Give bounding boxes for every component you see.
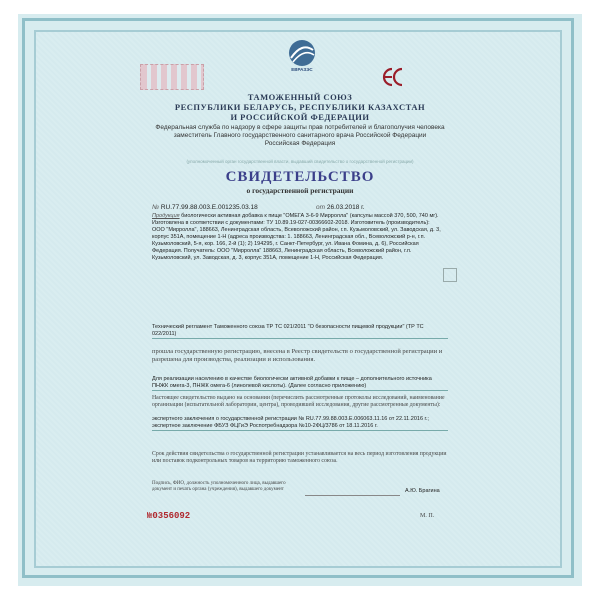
registration-statement: прошла государственную регистрацию, внесена в Реестр свидетельств о государственной регистрации и разрешена для производства, реализации и использования. [152, 348, 443, 364]
product-description [152, 213, 442, 262]
number-label: № [152, 204, 160, 211]
union-line-1: ТАМОЖЕННЫЙ СОЮЗ [247, 92, 353, 102]
number-value: RU.77.99.88.003.Е.001235.03.18 [160, 204, 258, 211]
validity-note: Срок действия свидетельства о государственной регистрации устанавливается на весь период изготовления продукции или поставок подконтрольных товаров на территорию таможенного союза. [152, 451, 447, 465]
union-line-3: И РОССИЙСКОЙ ФЕДЕРАЦИИ [230, 112, 370, 122]
logo-caption: ЕВРАЗЭС [291, 67, 313, 72]
product-text: биологически активная добавка к пище "ОМЕГА 3-6-9 Мирролла" (капсулы массой 370, 500, 740 мг). Изготовлена в соответствии с документами: ТУ 10.89.19-027-00366602-2018. Изготовитель (производитель): ООО "Мирролла", 188663, Ленинградская область, Всеволожский район, г.п. Кузьмоловский, ул. Заводская, д. 3, корпус 351А, помещение 1-Н (адреса производства: 1. 188663, Ленинградская обл., Всеволожский р-н, г.п. Кузьмоловский, 5-я, кор. 166, 2-й (1); 2) 194295, г. Санкт-Петербург, ул. Ивана Фомина, д. 6), Российская Федерация. Получатель: ООО "Мирролла" 188663, Ленинградская область, Всеволожский район, г.п. Кузьмоловский, ул. Заводская, д. 3, корпус 351А, помещение 1-Н, Российская Федерация. [152, 213, 441, 261]
union-line-2: РЕСПУБЛИКИ БЕЛАРУСЬ, РЕСПУБЛИКИ КАЗАХСТАН [174, 102, 426, 112]
issuing-authority [60, 124, 540, 148]
authority-line-2: заместитель Главного государственного санитарного врача Российской Федерации [173, 132, 427, 139]
certificate-number [152, 204, 258, 211]
product-label: Продукция [152, 213, 180, 219]
date-label: от [316, 204, 326, 211]
qr-mark [443, 268, 457, 282]
usage-purpose: Для реализации населению в качестве биологически активной добавки к пище – дополнительного источника ПНЖК омега-3, ПНЖК омега-6 (линолевой кислоты). (Далее согласно приложению) [152, 376, 448, 391]
eac-mark-icon [380, 66, 410, 88]
signature-caption: Подпись, ФИО, должность уполномоченного лица, выдавшего документ и печать органа (учреждения), выдавшего документ [152, 481, 286, 493]
document-subtitle: о государственной регистрации [246, 186, 354, 195]
holographic-stamp [140, 64, 204, 90]
document-title: СВИДЕТЕЛЬСТВО [225, 169, 375, 185]
basis-documents: экспертного заключения о государственной регистрации № RU.77.99.88.003.Е.006063.11.16 от 22.11.2016 г.; экспертное заключение ФБУЗ ФЦГиЭ Роспотребнадзора №10-2ФЦ/3786 от 18.11.2016 г. [152, 416, 448, 431]
signature-line [305, 495, 400, 496]
stamp-place: М. П. [420, 513, 435, 519]
certificate-date [316, 204, 365, 211]
signer-name: А.Ю. Брагина [405, 488, 440, 494]
technical-regulation: Технический регламент Таможенного союза ТР ТС 021/2011 "О безопасности пищевой продукции" (ТР ТС 022/2011) [152, 324, 448, 339]
authority-line-1: Федеральная служба по надзору в сфере защиты прав потребителей и благополучия человека [155, 124, 445, 131]
date-value: 26.03.2018 г. [326, 204, 365, 211]
union-header [60, 92, 540, 122]
authority-caption: (уполномоченный орган государственной власти, выдавший свидетельство о государственной регистрации) [186, 159, 414, 164]
eac-mark [380, 66, 410, 88]
eurasec-logo [282, 38, 322, 74]
basis-caption: Настоящее свидетельство выдано на основании (перечислить рассмотренные протоколы исследований, наименование организации (испытательной лаборатории, центра), проводившей исследования, другие рассмотренные документы): [152, 395, 445, 409]
authority-line-3: Российская Федерация [264, 140, 336, 147]
document-serial: №0356092 [147, 511, 191, 521]
